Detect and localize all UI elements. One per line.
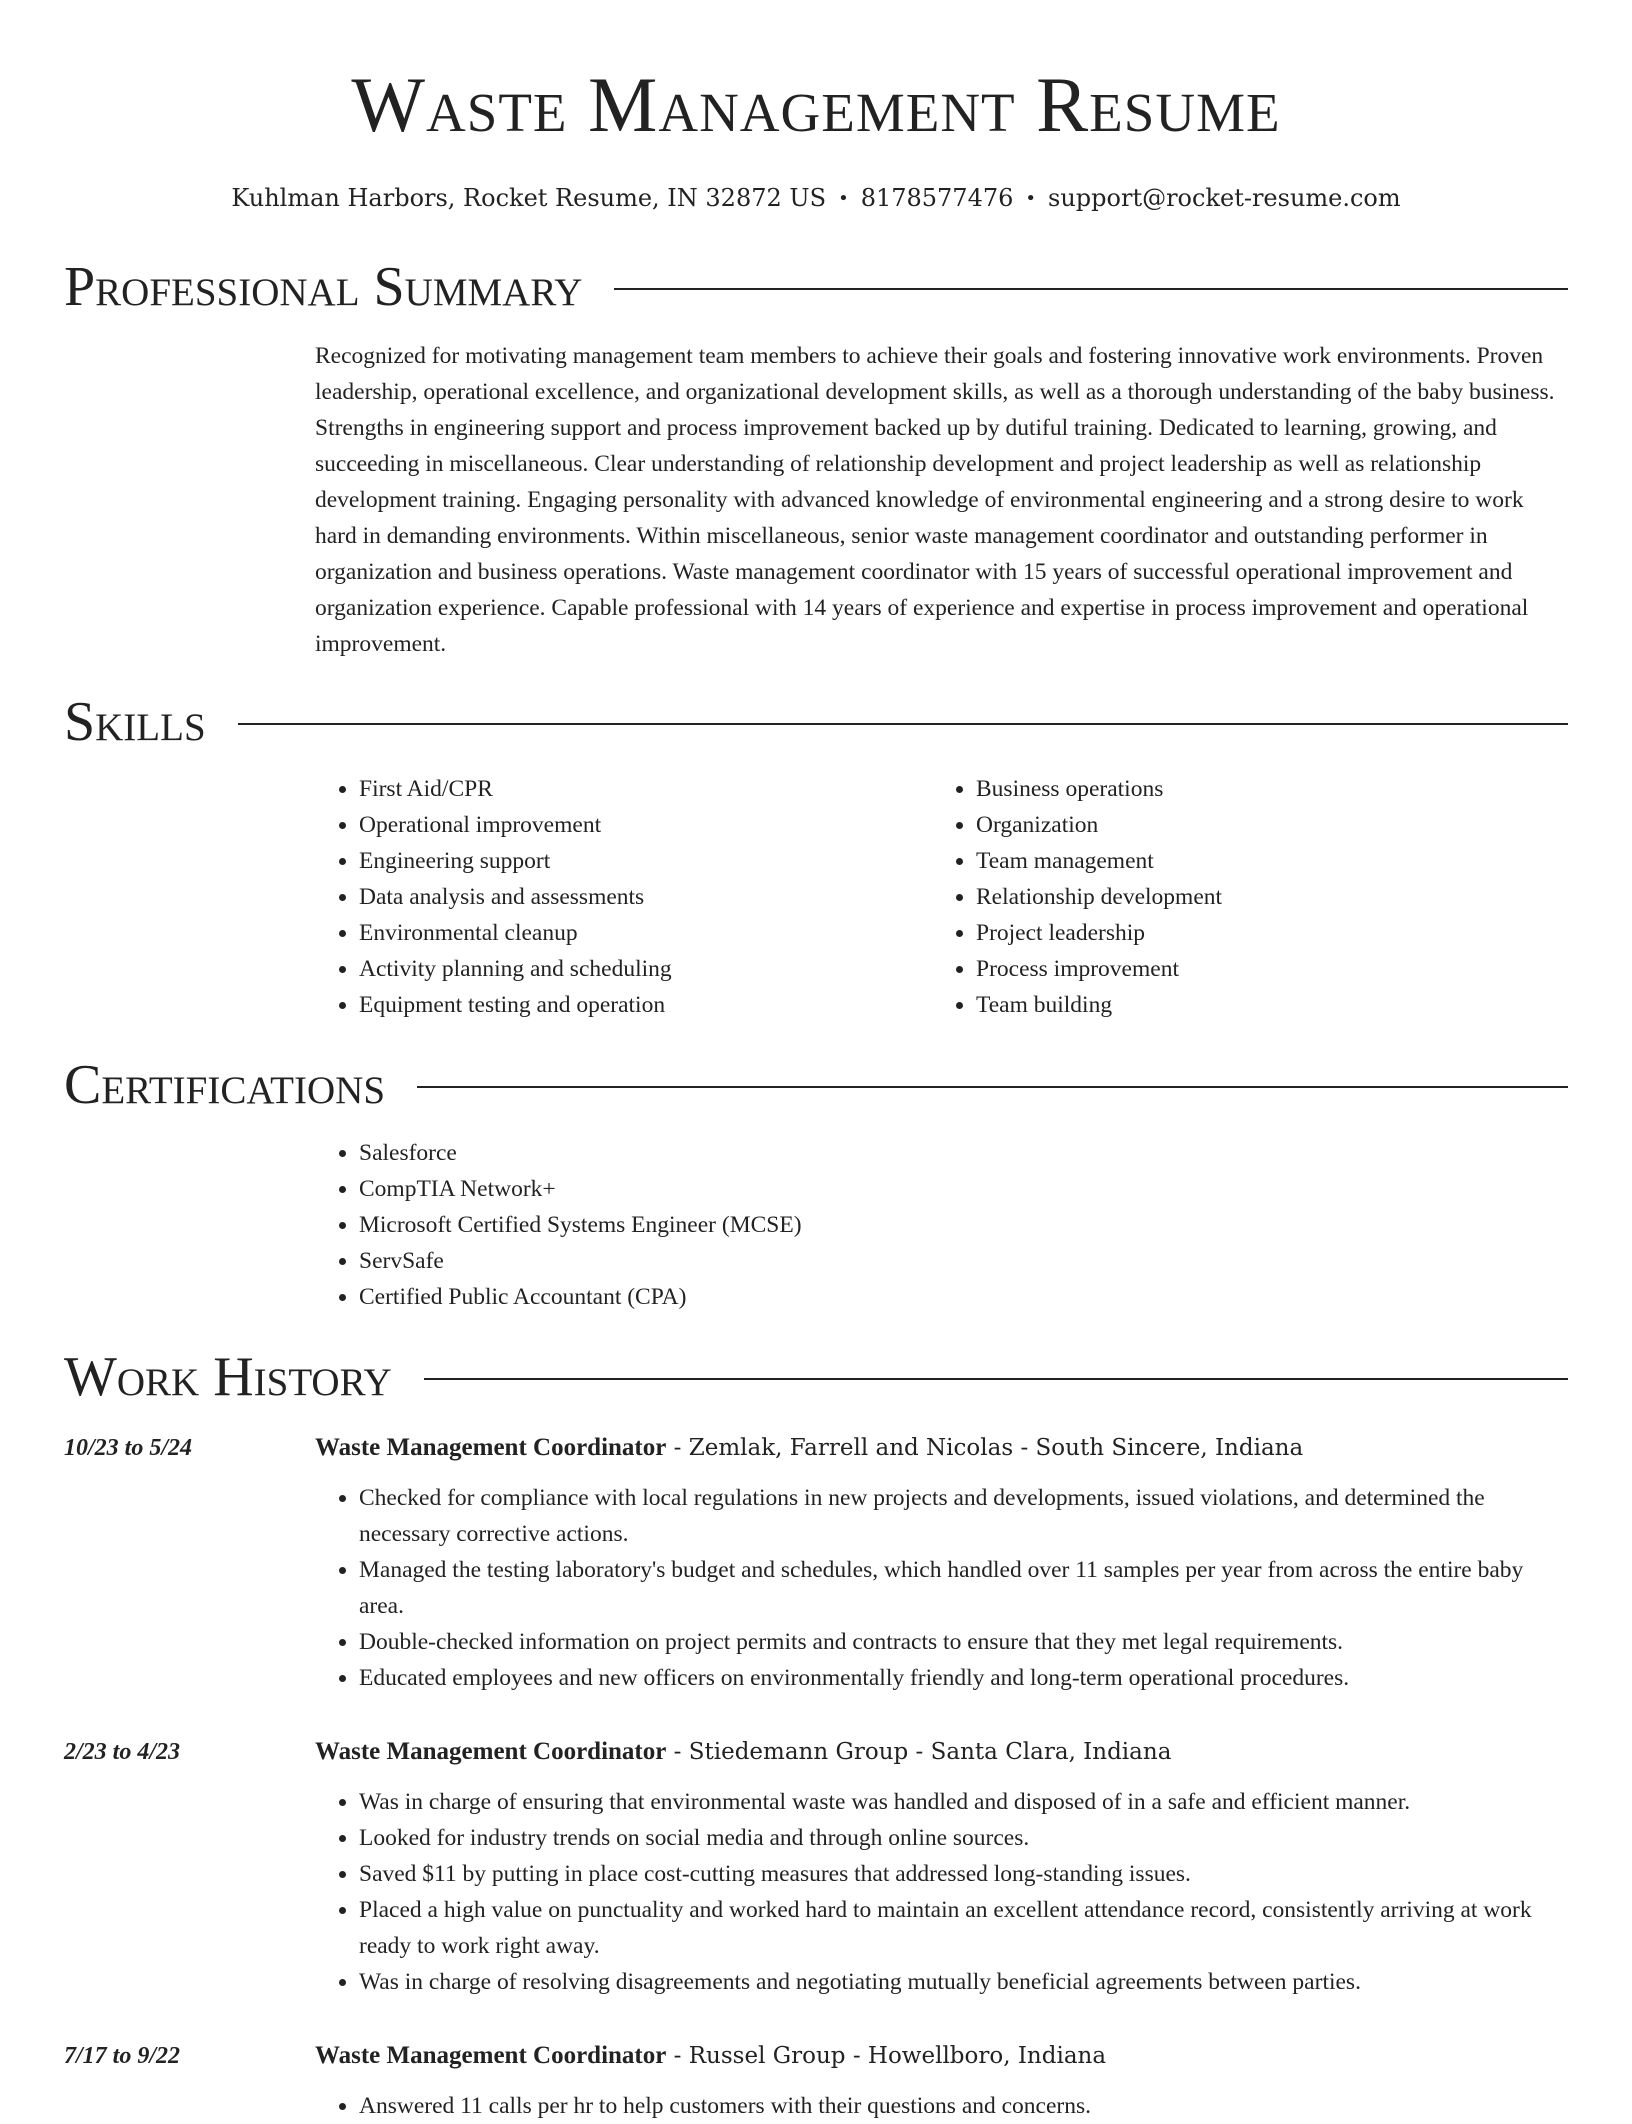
skill-item: • Operational improvement — [359, 807, 932, 843]
certification-item: • Microsoft Certified Systems Engineer (MCSE) — [359, 1207, 1568, 1243]
certification-item: • Certified Public Accountant (CPA) — [359, 1279, 1568, 1315]
job-title-line — [315, 2038, 1568, 2074]
skill-item: • Business operations — [976, 771, 1549, 807]
job-entry — [64, 2038, 1568, 2124]
section-divider — [238, 723, 1568, 725]
skill-item: • Team management — [976, 843, 1549, 879]
job-dates: 2/23 to 4/23 — [64, 1739, 181, 1765]
skill-item: • Environmental cleanup — [359, 915, 932, 951]
section-divider — [614, 288, 1568, 290]
job-bullet: • Placed a high value on punctuality and worked hard to maintain an excellent attendance record, consistently arriving at work ready to work right away. — [359, 1892, 1568, 1964]
job-bullet: • Saved $11 by putting in place cost-cutting measures that addressed long-standing issues. — [359, 1856, 1568, 1892]
job-dates: 7/17 to 9/22 — [64, 2043, 181, 2069]
job-title: Waste Management Coordinator — [315, 1738, 667, 1765]
job-dates: 10/23 to 5/24 — [64, 1435, 193, 1461]
certifications-heading: Certifications — [64, 1054, 386, 1116]
contact-separator: • — [1025, 188, 1037, 209]
certification-item: • Salesforce — [359, 1135, 1568, 1171]
summary-text: Recognized for motivating management team members to achieve their goals and fostering innovative work environments. Proven leadership, operational excellence, and organizational development skills, as well as a thorough understanding of the baby business. Strengths in engineering support and process improvement backed up by dutiful training. Dedicated to learning, growing, and succeeding in miscellaneous. Clear understanding of relationship development and project leadership as well as relationship development training. Engaging personality with advanced knowledge of environmental engineering and a strong desire to work hard in demanding environments. Within miscellaneous, senior waste management coordinator and outstanding performer in organization and business operations. Waste management coordinator with 15 years of successful operational improvement and organization experience. Capable professional with 14 years of experience and expertise in process improvement and operational improvement. — [315, 343, 1555, 657]
job-title: Waste Management Coordinator — [315, 1434, 667, 1461]
job-entry — [64, 1734, 1568, 2000]
resume-title: Waste Management Resume — [351, 61, 1281, 148]
summary-heading: Professional Summary — [64, 256, 583, 318]
skill-item: • Data analysis and assessments — [359, 879, 932, 915]
certifications-body — [315, 1135, 1568, 1315]
work-history-section-header — [64, 1342, 1568, 1412]
job-bullet: • Answered 11 calls per hr to help customers with their questions and concerns. — [359, 2088, 1568, 2124]
job-bullet: • Looked for industry trends on social media and through online sources. — [359, 1820, 1568, 1856]
contact-separator: • — [838, 188, 849, 209]
skill-item: • Project leadership — [976, 915, 1549, 951]
work-history-heading: Work History — [64, 1346, 392, 1408]
skill-item: • Relationship development — [976, 879, 1549, 915]
job-entry — [64, 1430, 1568, 1696]
summary-body — [315, 338, 1568, 662]
skill-item: • Team building — [976, 987, 1549, 1023]
contact-email: support@rocket-resume.com — [1048, 184, 1401, 212]
certification-item: • CompTIA Network+ — [359, 1171, 1568, 1207]
skill-item: • First Aid/CPR — [359, 771, 932, 807]
job-details: - Zemlak, Farrell and Nicolas - South Sincere, Indiana — [666, 1435, 1304, 1461]
section-divider — [417, 1086, 1568, 1088]
contact-phone: 8178577476 — [860, 184, 1014, 212]
job-title-line — [315, 1734, 1568, 1770]
skill-item: • Engineering support — [359, 843, 932, 879]
job-details: - Stiedemann Group - Santa Clara, Indiana — [666, 1739, 1172, 1765]
job-bullet: • Managed the testing laboratory's budget and schedules, which handled over 11 samples per year from across the entire baby area. — [359, 1552, 1568, 1624]
job-bullet: • Was in charge of ensuring that environmental waste was handled and disposed of in a safe and efficient manner. — [359, 1784, 1568, 1820]
job-title-line — [315, 1430, 1568, 1466]
skills-heading: Skills — [64, 691, 206, 753]
skill-item: • Process improvement — [976, 951, 1549, 987]
skill-item: • Equipment testing and operation — [359, 987, 932, 1023]
skill-item: • Organization — [976, 807, 1549, 843]
contact-line — [0, 182, 1632, 215]
skill-item: • Activity planning and scheduling — [359, 951, 932, 987]
job-bullet: • Educated employees and new officers on environmentally friendly and long-term operational procedures. — [359, 1660, 1568, 1696]
skills-section-header — [64, 687, 1568, 757]
contact-address: Kuhlman Harbors, Rocket Resume, IN 32872 US — [231, 184, 827, 212]
job-bullet: • Checked for compliance with local regulations in new projects and developments, issued violations, and determined the necessary corrective actions. — [359, 1480, 1568, 1552]
certification-item: • ServSafe — [359, 1243, 1568, 1279]
skills-column-right — [932, 771, 1549, 1023]
job-title: Waste Management Coordinator — [315, 2042, 667, 2069]
skills-body — [315, 771, 1568, 1023]
section-divider — [424, 1378, 1568, 1380]
job-details: - Russel Group - Howellboro, Indiana — [666, 2043, 1107, 2069]
summary-section-header — [64, 252, 1568, 322]
job-bullet: • Double-checked information on project permits and contracts to ensure that they met legal requirements. — [359, 1624, 1568, 1660]
certifications-section-header — [64, 1050, 1568, 1120]
skills-column-left — [315, 771, 932, 1023]
job-bullet: • Was in charge of resolving disagreements and negotiating mutually beneficial agreements between parties. — [359, 1964, 1568, 2000]
